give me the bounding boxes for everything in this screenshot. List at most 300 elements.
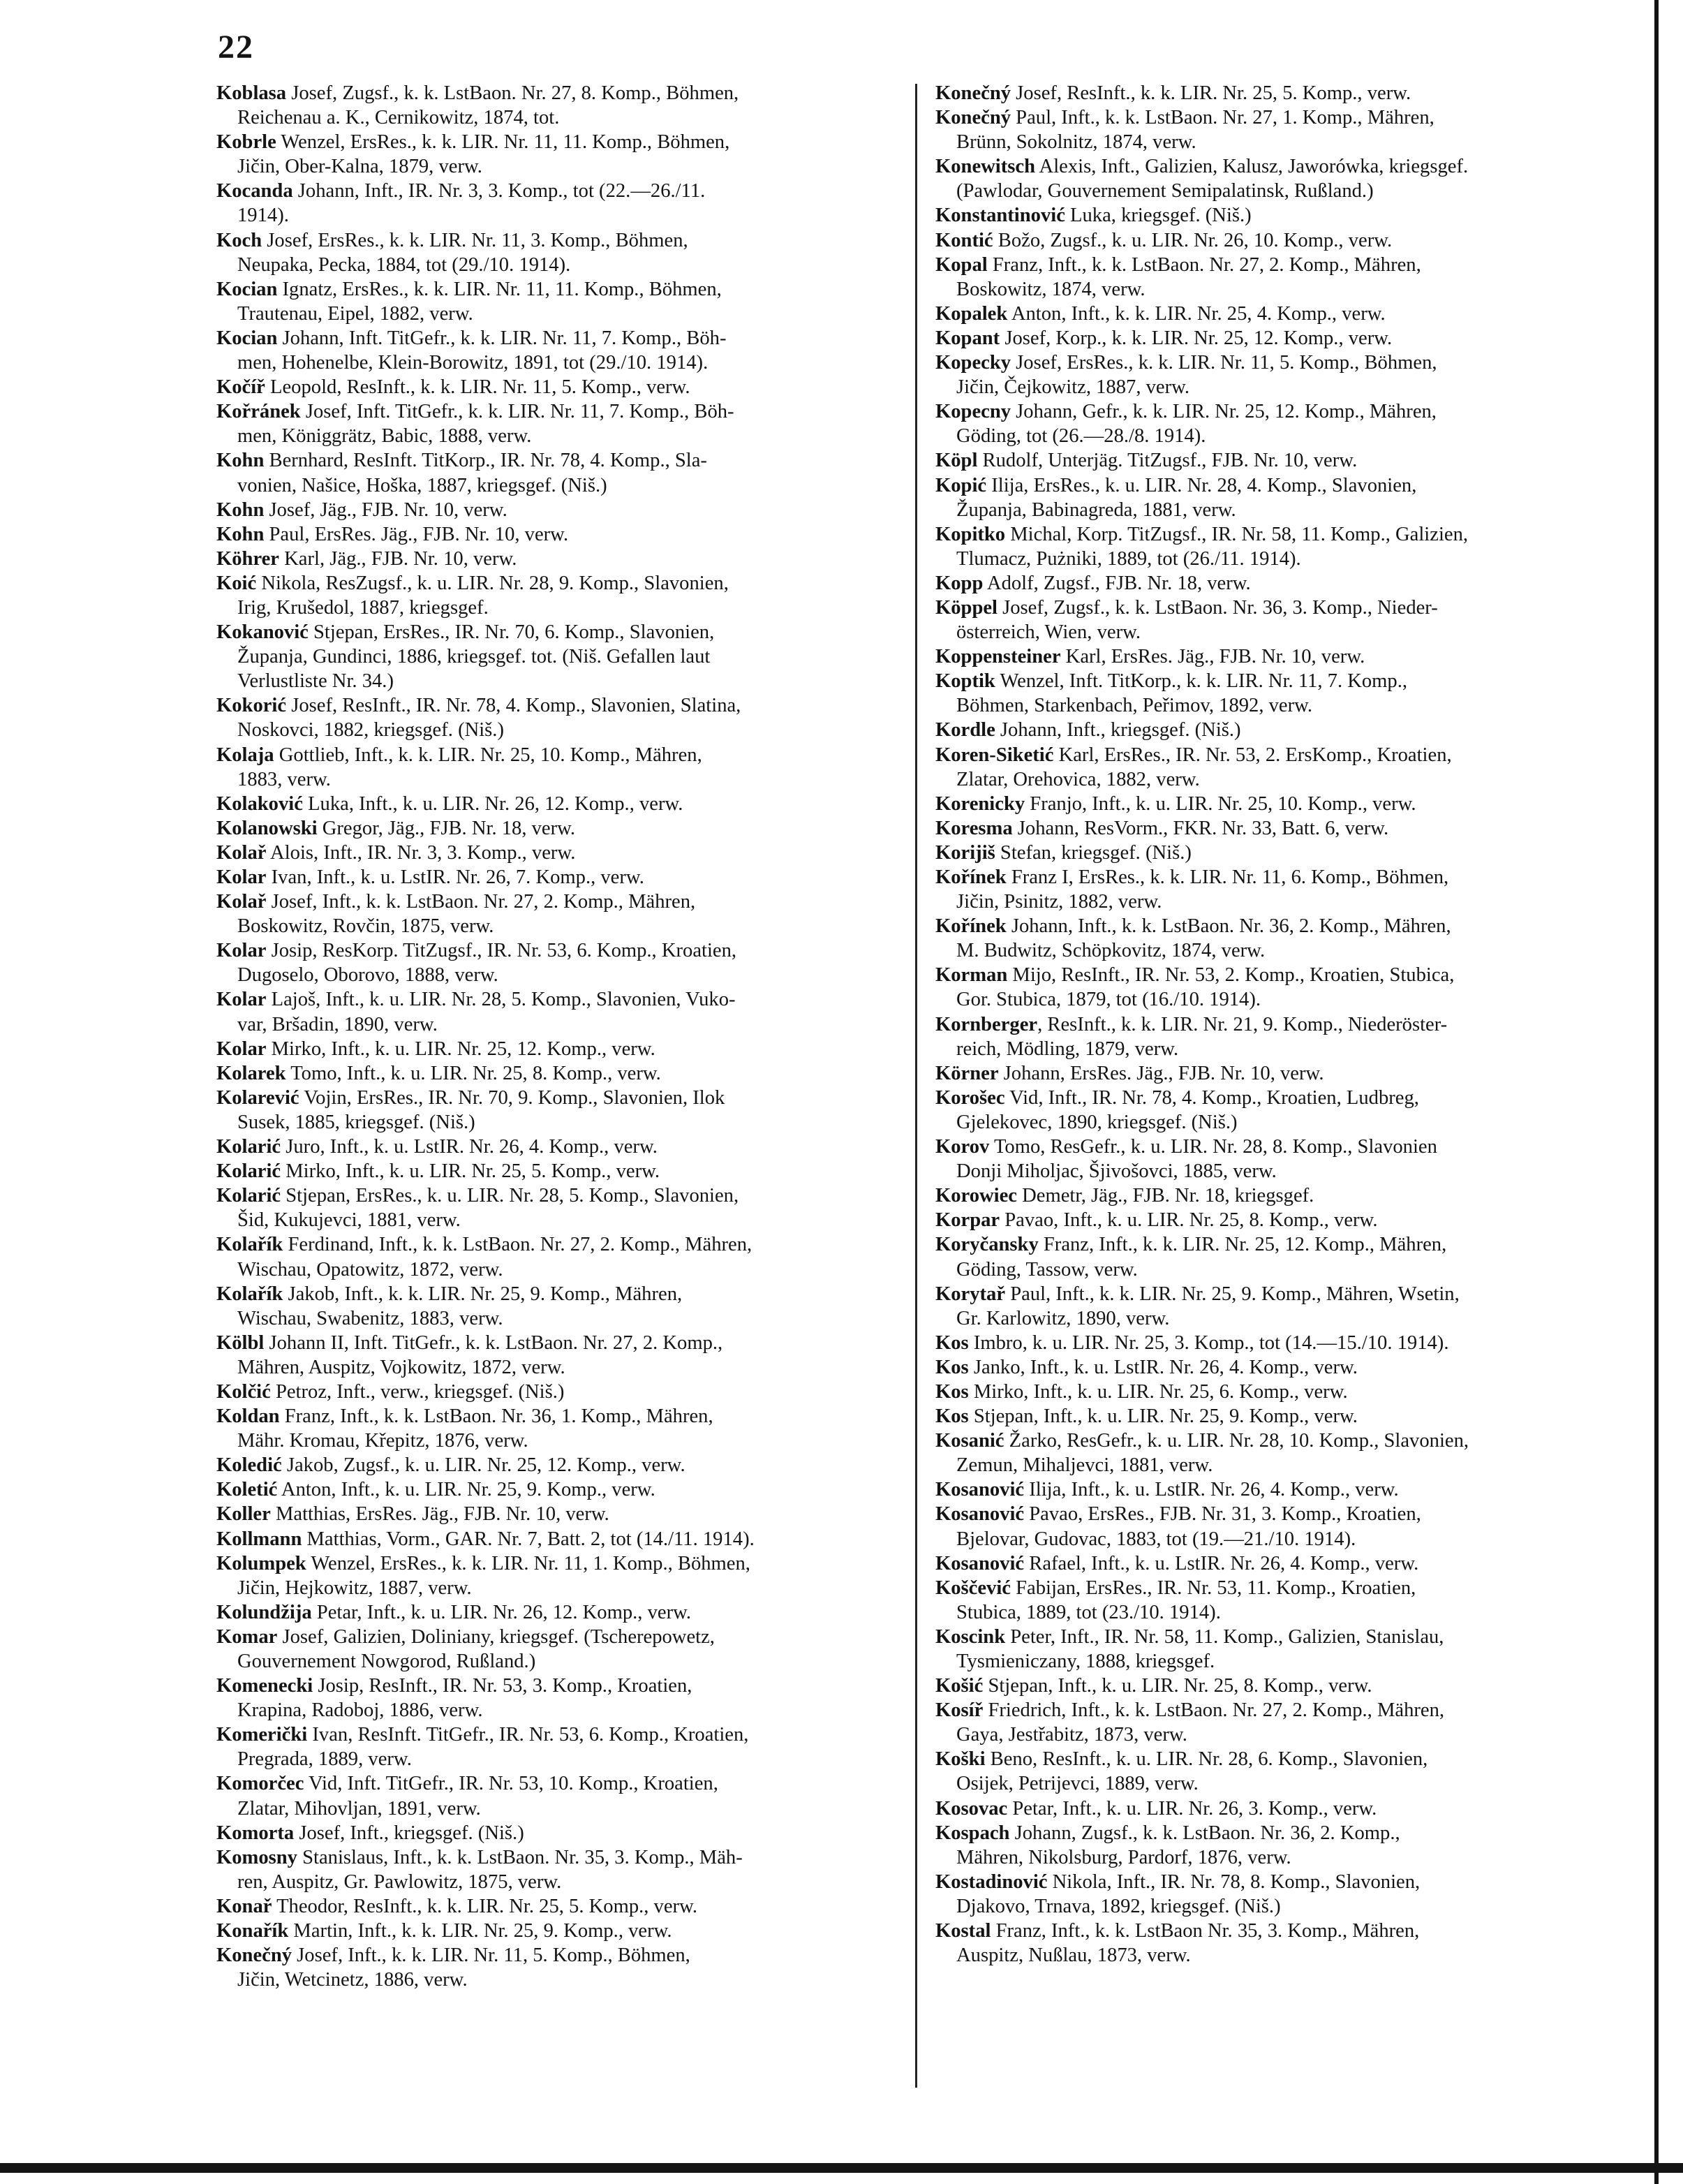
entry-text: Ferdinand, Inft., k. k. LstBaon. Nr. 27, 2. Komp., Mähren, (283, 1234, 752, 1256)
entry-continuation-line (216, 1257, 900, 1282)
entry-text: Josef, Inft., k. k. LIR. Nr. 11, 5. Komp., Böhmen, (292, 1945, 690, 1967)
surname: Kosanović (935, 1503, 1025, 1526)
entry-continuation-line (216, 767, 900, 792)
entry-line (935, 1502, 1619, 1526)
entry-line (216, 375, 900, 399)
entry-text: Stjepan, Inft., k. u. LIR. Nr. 25, 9. Komp., verw. (968, 1405, 1358, 1428)
entry-continuation-line (935, 1306, 1619, 1331)
surname: Kostadinović (935, 1871, 1048, 1893)
entry-line (935, 669, 1619, 693)
entry-text: Johann, Inft., IR. Nr. 3, 3. Komp., tot (22.—26./11. (292, 180, 706, 202)
entry-text: Göding, tot (26.—28./8. 1914). (956, 425, 1206, 448)
entry-text: Josef, ResInft., IR. Nr. 78, 4. Komp., Slavonien, Slatina, (286, 695, 741, 717)
surname: Kolčić (216, 1380, 271, 1403)
entry-text: Mijo, ResInft., IR. Nr. 53, 2. Komp., Kroatien, Stubica, (1007, 964, 1455, 987)
surname: Kopal (935, 253, 988, 276)
entry-line (216, 1477, 900, 1502)
entry-text: Leopold, ResInft., k. k. LIR. Nr. 11, 5. Komp., verw. (265, 376, 690, 399)
entry-text: Neupaka, Pecka, 1884, tot (29./10. 1914). (237, 253, 571, 276)
surname: Kočíř (216, 376, 265, 399)
entry-text: , ResInft., k. k. LIR. Nr. 21, 9. Komp., Niederöster- (1037, 1013, 1448, 1035)
entry-continuation-line (216, 1208, 900, 1232)
entry-text: Janko, Inft., k. u. LstIR. Nr. 26, 4. Komp., verw. (968, 1356, 1358, 1378)
entry-text: Jičin, Wetcinetz, 1886, verw. (237, 1969, 468, 1991)
entry-text: Gjelekovec, 1890, kriegsgef. (Niš.) (956, 1111, 1238, 1133)
entry-text: Vojin, ErsRes., IR. Nr. 70, 9. Komp., Slavonien, Ilok (299, 1086, 725, 1109)
entry-text: Tomo, Inft., k. u. LIR. Nr. 25, 8. Komp., verw. (286, 1062, 661, 1084)
surname: Korman (935, 964, 1008, 987)
entry-text: Jakob, Zugsf., k. u. LIR. Nr. 25, 12. Komp., verw. (281, 1454, 685, 1477)
entry-text: Ivan, ResInft. TitGefr., IR. Nr. 53, 6. Komp., Kroatien, (307, 1724, 749, 1746)
entry-line (216, 1453, 900, 1477)
entry-text: Friedrich, Inft., k. k. LstBaon. Nr. 27, 2. Komp., Mähren, (983, 1699, 1445, 1722)
surname: Konečný (216, 1945, 292, 1967)
entry-text: Johann, Zugsf., k. k. LstBaon. Nr. 36, 2. Komp., (1009, 1822, 1400, 1844)
entry-text: Reichenau a. K., Cernikowitz, 1874, tot. (237, 107, 560, 129)
entry-text: Josef, ErsRes., k. k. LIR. Nr. 11, 3. Komp., Böhmen, (262, 229, 688, 251)
entry-line (935, 81, 1619, 105)
entry-line (935, 816, 1619, 841)
entry-continuation-line (216, 1747, 900, 1771)
surname: Koblasa (216, 82, 287, 104)
entry-line (935, 1061, 1619, 1086)
entry-text: Johann, Inft., k. k. LstBaon. Nr. 36, 2. Komp., Mähren, (1006, 915, 1451, 938)
entry-line (935, 644, 1619, 669)
surname: Korov (935, 1136, 990, 1158)
right-column (935, 81, 1619, 1968)
entry-continuation-line (935, 1600, 1619, 1625)
surname: Kolaja (216, 744, 274, 766)
surname: Kohn (216, 499, 265, 521)
entry-text: Krapina, Radoboj, 1886, verw. (237, 1699, 483, 1722)
surname: Köppel (935, 596, 998, 619)
entry-line (216, 1135, 900, 1159)
entry-text: Trautenau, Eipel, 1882, verw. (237, 302, 473, 325)
surname: Kosanović (935, 1479, 1025, 1501)
entry-continuation-line (935, 424, 1619, 448)
entry-continuation-line (935, 1649, 1619, 1674)
surname: Komosny (216, 1846, 297, 1868)
surname: Kolarek (216, 1062, 286, 1084)
surname: Kospach (935, 1822, 1010, 1844)
surname: Kopić (935, 474, 987, 496)
entry-text: Ilija, Inft., k. u. LstIR. Nr. 26, 4. Komp., verw. (1024, 1479, 1399, 1501)
entry-line (216, 81, 900, 105)
entry-continuation-line (216, 596, 900, 620)
surname: Kolarić (216, 1185, 281, 1207)
entry-text: Josef, Inft. TitGefr., k. k. LIR. Nr. 11, 7. Komp., Böh- (300, 401, 734, 423)
entry-line (216, 130, 900, 154)
entry-continuation-line (216, 644, 900, 669)
entry-text: Dugoselo, Oborovo, 1888, verw. (237, 964, 498, 987)
surname: Kolar (216, 940, 267, 962)
entry-continuation-line (935, 498, 1619, 522)
entry-line (935, 1086, 1619, 1110)
entry-text: Stjepan, ErsRes., k. u. LIR. Nr. 28, 5. Komp., Slavonien, (281, 1185, 739, 1207)
surname: Kocian (216, 327, 278, 349)
surname: Köpl (935, 450, 978, 472)
entry-continuation-line (935, 938, 1619, 963)
entry-line (935, 154, 1619, 179)
entry-text: Josef, Galizien, Doliniany, kriegsgef. (Tscherepowetz, (277, 1625, 715, 1648)
entry-text: Rudolf, Unterjäg. TitZugsf., FJB. Nr. 10, verw. (977, 450, 1358, 472)
entry-text: Matthias, ErsRes. Jäg., FJB. Nr. 10, verw. (270, 1503, 609, 1526)
entry-text: Josef, Inft., kriegsgef. (Niš.) (294, 1822, 524, 1844)
entry-text: Jičin, Čejkowitz, 1887, verw. (956, 376, 1190, 399)
surname: Kořínek (935, 915, 1007, 938)
entry-line (216, 1502, 900, 1526)
entry-line (216, 938, 900, 963)
entry-line (935, 448, 1619, 473)
entry-line (935, 1380, 1619, 1404)
entry-text: Josef, ResInft., k. k. LIR. Nr. 25, 5. Komp., verw. (1011, 82, 1411, 104)
entry-line (216, 326, 900, 351)
entry-text: 1883, verw. (237, 768, 331, 790)
surname: Kobrle (216, 131, 276, 154)
entry-text: Nikola, Inft., IR. Nr. 78, 8. Komp., Slavonien, (1047, 1871, 1421, 1893)
entry-text: Jakob, Inft., k. k. LIR. Nr. 25, 9. Komp., Mähren, (283, 1283, 683, 1305)
entry-text: Imbro, k. u. LIR. Nr. 25, 3. Komp., tot (14.—15./10. 1914). (968, 1331, 1449, 1354)
entry-line (935, 596, 1619, 620)
entry-text: Nikola, ResZugsf., k. u. LIR. Nr. 28, 9. Komp., Slavonien, (256, 572, 729, 594)
entry-line (935, 865, 1619, 890)
surname: Korowiec (935, 1185, 1017, 1207)
entry-text: Pregrada, 1889, verw. (237, 1748, 412, 1771)
entry-line (935, 743, 1619, 767)
entry-text: Josef, Jäg., FJB. Nr. 10, verw. (264, 499, 507, 521)
entry-continuation-line (216, 1649, 900, 1674)
entry-text: Gaya, Jestřabitz, 1873, verw. (956, 1724, 1187, 1746)
entry-line (935, 351, 1619, 375)
entry-text: Franz I, ErsRes., k. k. LIR. Nr. 11, 6. Komp., Böhmen, (1006, 866, 1449, 888)
entry-text: Osijek, Petrijevci, 1889, verw. (956, 1773, 1199, 1795)
entry-text: Johann, ResVorm., FKR. Nr. 33, Batt. 6, verw. (1012, 817, 1389, 839)
entry-continuation-line (935, 767, 1619, 792)
column-divider (915, 84, 917, 2088)
entry-line (216, 1282, 900, 1306)
surname: Komerički (216, 1724, 308, 1746)
entry-text: Petar, Inft., k. u. LIR. Nr. 26, 12. Komp., verw. (311, 1601, 692, 1623)
entry-line (935, 792, 1619, 816)
entry-line (935, 522, 1619, 547)
surname: Kolaković (216, 792, 303, 815)
surname: Komar (216, 1625, 278, 1648)
entry-text: Johann, Inft., kriegsgef. (Niš.) (995, 719, 1241, 741)
surname: Kostal (935, 1920, 991, 1942)
entry-text: Stjepan, ErsRes., IR. Nr. 70, 6. Komp., Slavonien, (308, 621, 715, 644)
entry-line (935, 399, 1619, 424)
entry-continuation-line (216, 1698, 900, 1722)
entry-text: Gr. Karlowitz, 1890, verw. (956, 1307, 1170, 1329)
entry-text: Peter, Inft., IR. Nr. 58, 11. Komp., Galizien, Stanislau, (1005, 1625, 1444, 1648)
surname: Kolar (216, 1038, 267, 1060)
surname: Koić (216, 572, 257, 594)
entry-text: Josef, Zugsf., k. k. LstBaon. Nr. 36, 3. Komp., Nieder- (997, 596, 1438, 619)
entry-text: Auspitz, Nußlau, 1873, verw. (956, 1945, 1191, 1967)
entry-continuation-line (935, 620, 1619, 644)
surname: Kos (935, 1405, 969, 1428)
surname: Kopant (935, 327, 1000, 349)
entry-text: Beno, ResInft., k. u. LIR. Nr. 28, 6. Komp., Slavonien, (985, 1748, 1428, 1771)
entry-line (216, 1674, 900, 1698)
entry-text: reich, Mödling, 1879, verw. (956, 1038, 1179, 1060)
surname: Konař (216, 1895, 272, 1917)
surname: Kolarić (216, 1160, 281, 1183)
entry-line (935, 841, 1619, 865)
entry-text: Rafael, Inft., k. u. LstIR. Nr. 26, 4. Komp., verw. (1024, 1552, 1419, 1574)
surname: Köhrer (216, 547, 279, 570)
entry-text: Jičin, Ober-Kalna, 1879, verw. (237, 156, 482, 178)
surname: Kolarić (216, 1136, 281, 1158)
surname: Kolar (216, 866, 267, 888)
surname: Kořínek (935, 866, 1007, 888)
entry-line (216, 1625, 900, 1649)
entry-line (935, 1429, 1619, 1453)
entry-text: Petar, Inft., k. u. LIR. Nr. 26, 3. Komp., verw. (1007, 1797, 1377, 1820)
entry-text: Adolf, Zugsf., FJB. Nr. 18, verw. (983, 572, 1251, 594)
surname: Kopitko (935, 523, 1006, 545)
entry-text: Zemun, Mihaljevci, 1881, verw. (956, 1454, 1213, 1477)
entry-text: Luka, kriegsgef. (Niš.) (1065, 205, 1252, 227)
entry-line (216, 987, 900, 1012)
entry-text: Alois, Inft., IR. Nr. 3, 3. Komp., verw. (266, 841, 576, 864)
surname: Koch (216, 229, 262, 251)
entry-text: Bernhard, ResInft. TitKorp., IR. Nr. 78, 4. Komp., Sla- (264, 450, 707, 472)
entry-line (216, 448, 900, 473)
entry-line (216, 1061, 900, 1086)
entry-text: (Pawlodar, Gouvernement Semipalatinsk, Rußland.) (956, 180, 1374, 202)
entry-line (935, 105, 1619, 130)
page-number: 22 (218, 29, 254, 66)
surname: Kocian (216, 278, 278, 300)
entry-continuation-line (216, 1110, 900, 1135)
surname: Kölbl (216, 1331, 265, 1354)
entry-line (935, 203, 1619, 228)
entry-text: Michal, Korp. TitZugsf., IR. Nr. 58, 11. Komp., Galizien, (1005, 523, 1469, 545)
entry-line (216, 816, 900, 841)
entry-line (216, 1894, 900, 1919)
surname: Kolarević (216, 1086, 299, 1109)
entry-continuation-line (216, 424, 900, 448)
entry-text: Karl, Jäg., FJB. Nr. 10, verw. (279, 547, 517, 570)
entry-text: Mähr. Kromau, Křepitz, 1876, verw. (237, 1430, 528, 1452)
entry-text: Franz, Inft., k. k. LstBaon Nr. 35, 3. Komp., Mähren, (991, 1920, 1420, 1942)
entry-text: Alexis, Inft., Galizien, Kalusz, Jaworówka, kriegsgef. (1035, 156, 1469, 178)
entry-line (935, 1012, 1619, 1037)
entry-text: Ilija, ErsRes., k. u. LIR. Nr. 28, 4. Komp., Slavonien, (986, 474, 1417, 496)
entry-line (935, 1919, 1619, 1943)
entry-text: var, Bršadin, 1890, verw. (237, 1013, 438, 1035)
entry-line (935, 1698, 1619, 1722)
entry-text: Wenzel, ErsRes., k. k. LIR. Nr. 11, 1. Komp., Böhmen, (306, 1552, 750, 1574)
entry-continuation-line (935, 179, 1619, 203)
entry-continuation-line (216, 302, 900, 326)
entry-text: Verlustliste Nr. 34.) (237, 670, 394, 693)
surname: Komorčec (216, 1773, 304, 1795)
surname: Konstantinović (935, 205, 1065, 227)
entry-continuation-line (935, 987, 1619, 1012)
surname: Kolař (216, 841, 267, 864)
surname: Kolařík (216, 1234, 283, 1256)
entry-line (216, 498, 900, 522)
entry-text: Karl, ErsRes., IR. Nr. 53, 2. ErsKomp., Kroatien, (1053, 744, 1452, 766)
entry-text: Fabijan, ErsRes., IR. Nr. 53, 11. Komp., Kroatien, (1010, 1577, 1416, 1599)
entry-text: Anton, Inft., k. k. LIR. Nr. 25, 4. Komp., verw. (1007, 302, 1386, 325)
entry-continuation-line (216, 1576, 900, 1600)
entry-text: men, Hohenelbe, Klein-Borowitz, 1891, tot (29./10. 1914). (237, 352, 709, 374)
entry-text: Gregor, Jäg., FJB. Nr. 18, verw. (317, 817, 576, 839)
entry-line (935, 718, 1619, 742)
entry-text: Stjepan, Inft., k. u. LIR. Nr. 25, 8. Komp., verw. (983, 1675, 1372, 1697)
surname: Koletić (216, 1479, 278, 1501)
entry-line (935, 1135, 1619, 1159)
entry-line (216, 547, 900, 571)
entry-continuation-line (935, 1159, 1619, 1183)
entry-text: Mähren, Auspitz, Vojkowitz, 1872, verw. (237, 1356, 565, 1378)
surname: Konečný (935, 82, 1011, 104)
entry-text: Boskowitz, 1874, verw. (956, 278, 1146, 300)
entry-line (935, 1870, 1619, 1894)
entry-line (216, 693, 900, 718)
entry-line (935, 1477, 1619, 1502)
entry-continuation-line (935, 890, 1619, 914)
entry-continuation-line (935, 1257, 1619, 1282)
entry-continuation-line (216, 473, 900, 498)
surname: Kolař (216, 891, 267, 913)
entry-text: 1914). (237, 205, 289, 227)
surname: Kolumpek (216, 1552, 306, 1574)
surname: Kontić (935, 229, 993, 251)
surname: Korenicky (935, 792, 1025, 815)
entry-text: Stefan, kriegsgef. (Niš.) (995, 841, 1192, 864)
entry-line (935, 1674, 1619, 1698)
surname: Koren-Siketić (935, 744, 1054, 766)
entry-line (935, 914, 1619, 938)
entry-line (935, 326, 1619, 351)
entry-continuation-line (935, 1943, 1619, 1968)
entry-text: Böhmen, Starkenbach, Peřimov, 1892, verw. (956, 695, 1313, 717)
entry-continuation-line (935, 277, 1619, 302)
entry-line (935, 1331, 1619, 1355)
entry-continuation-line (935, 1453, 1619, 1477)
surname: Kohn (216, 523, 265, 545)
surname: Kosovac (935, 1797, 1008, 1820)
entry-text: Pavao, Inft., k. u. LIR. Nr. 25, 8. Komp., verw. (1000, 1209, 1378, 1232)
surname: Kolundžija (216, 1601, 312, 1623)
surname: Korijiš (935, 841, 995, 864)
entry-text: Vid, Inft. TitGefr., IR. Nr. 53, 10. Komp., Kroatien, (304, 1773, 718, 1795)
entry-line (935, 1576, 1619, 1600)
surname: Komenecki (216, 1675, 313, 1697)
entry-line (935, 1821, 1619, 1845)
entry-continuation-line (216, 203, 900, 228)
entry-text: Johann, Inft. TitGefr., k. k. LIR. Nr. 11, 7. Komp., Böh- (277, 327, 727, 349)
entry-text: Jičin, Hejkowitz, 1887, verw. (237, 1577, 472, 1599)
entry-continuation-line (216, 154, 900, 179)
entry-line (935, 1355, 1619, 1380)
surname: Kos (935, 1380, 969, 1403)
entry-text: Irig, Krušedol, 1887, kriegsgef. (237, 596, 489, 619)
entry-text: Noskovci, 1882, kriegsgef. (Niš.) (237, 719, 504, 741)
surname: Kopecny (935, 401, 1011, 423)
entry-text: Mirko, Inft., k. u. LIR. Nr. 25, 12. Komp., verw. (266, 1038, 655, 1060)
entry-text: Wenzel, ErsRes., k. k. LIR. Nr. 11, 11. Komp., Böhmen, (276, 131, 730, 154)
entry-text: Matthias, Vorm., GAR. Nr. 7, Batt. 2, tot (14./11. 1914). (302, 1528, 755, 1550)
entry-line (216, 1404, 900, 1429)
entry-line (216, 620, 900, 644)
entry-continuation-line (216, 1306, 900, 1331)
entry-text: Josef, ErsRes., k. k. LIR. Nr. 11, 5. Komp., Böhmen, (1011, 352, 1437, 374)
entry-continuation-line (935, 1110, 1619, 1135)
entry-continuation-line (216, 1355, 900, 1380)
surname: Kocanda (216, 180, 293, 202)
surname: Konewitsch (935, 156, 1035, 178)
entry-line (216, 571, 900, 596)
entry-text: Jičin, Psinitz, 1882, verw. (956, 891, 1162, 913)
entry-line (935, 963, 1619, 987)
surname: Komorta (216, 1822, 295, 1844)
surname: Kokorić (216, 695, 287, 717)
entry-text: Petroz, Inft., verw., kriegsgef. (Niš.) (270, 1380, 565, 1403)
entry-text: Djakovo, Trnava, 1892, kriegsgef. (Niš.) (956, 1895, 1281, 1917)
entry-line (216, 792, 900, 816)
surname: Kopecky (935, 352, 1011, 374)
entry-text: Josip, ResKorp. TitZugsf., IR. Nr. 53, 6. Komp., Kroatien, (266, 940, 737, 962)
entry-text: Demetr, Jäg., FJB. Nr. 18, kriegsgef. (1017, 1185, 1314, 1207)
entry-text: österreich, Wien, verw. (956, 621, 1141, 644)
entry-continuation-line (935, 375, 1619, 399)
entry-text: Paul, Inft., k. k. LIR. Nr. 25, 9. Komp., Mähren, Wsetin, (1005, 1283, 1460, 1305)
entry-line (935, 302, 1619, 326)
surname: Kosanović (935, 1552, 1025, 1574)
page-frame-bottom (0, 2163, 1683, 2173)
surname: Korytař (935, 1283, 1006, 1305)
surname: Kopalek (935, 302, 1008, 325)
entry-line (216, 1821, 900, 1845)
surname: Kollmann (216, 1528, 302, 1550)
entry-continuation-line (216, 669, 900, 693)
surname: Kos (935, 1356, 969, 1378)
entry-line (216, 1845, 900, 1870)
entry-line (935, 1551, 1619, 1576)
entry-line (935, 253, 1619, 277)
entry-continuation-line (935, 1894, 1619, 1919)
surname: Kolařík (216, 1283, 283, 1305)
surname: Korošec (935, 1086, 1005, 1109)
surname: Konečný (935, 107, 1011, 129)
entry-line (216, 228, 900, 253)
surname: Körner (935, 1062, 999, 1084)
surname: Kopp (935, 572, 984, 594)
entry-text: Johann, ErsRes. Jäg., FJB. Nr. 10, verw. (998, 1062, 1324, 1084)
entry-continuation-line (216, 963, 900, 987)
entry-line (216, 1919, 900, 1943)
entry-text: Göding, Tassow, verw. (956, 1258, 1138, 1281)
surname: Koptik (935, 670, 995, 693)
entry-continuation-line (216, 351, 900, 375)
page-frame-right (1654, 0, 1659, 2184)
entry-text: Josef, Inft., k. k. LstBaon. Nr. 27, 2. Komp., Mähren, (266, 891, 696, 913)
entry-text: Anton, Inft., k. u. LIR. Nr. 25, 9. Komp., verw. (277, 1479, 655, 1501)
entry-line (216, 522, 900, 547)
entry-line (935, 1747, 1619, 1771)
entry-line (935, 1183, 1619, 1208)
surname: Kořránek (216, 401, 301, 423)
entry-text: Stubica, 1889, tot (23./10. 1914). (956, 1601, 1221, 1623)
entry-line (216, 865, 900, 890)
surname: Koščević (935, 1577, 1011, 1599)
entry-line (216, 277, 900, 302)
